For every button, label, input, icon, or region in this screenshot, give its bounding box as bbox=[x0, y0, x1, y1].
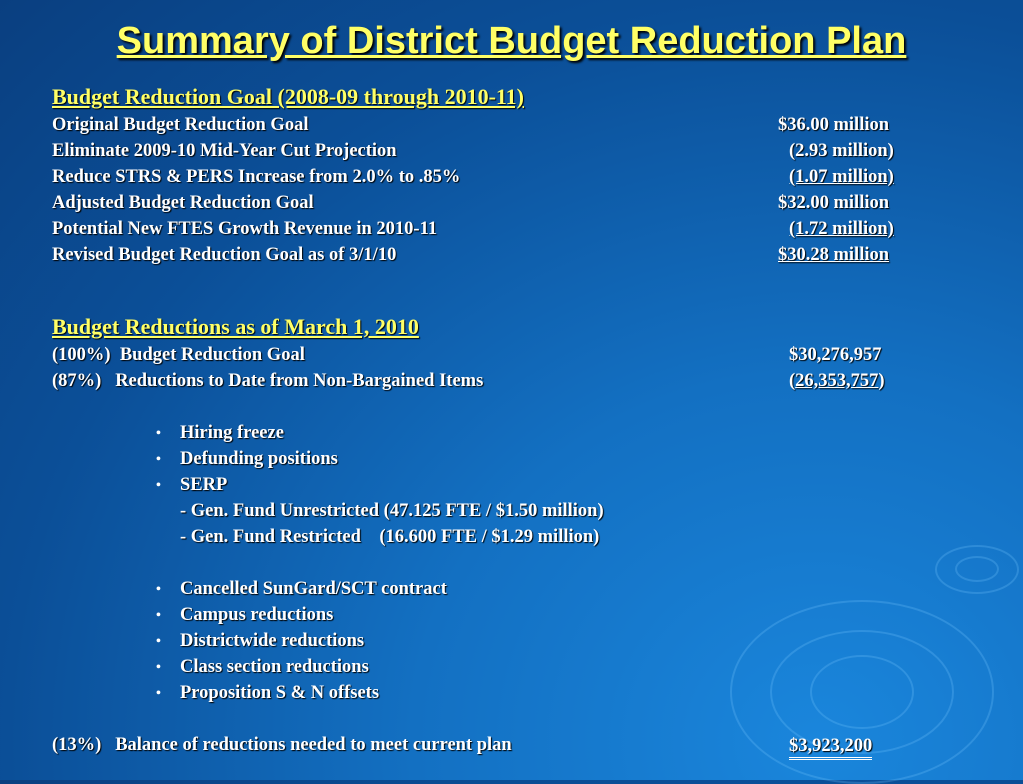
page-title: Summary of District Budget Reduction Plan bbox=[116, 20, 907, 62]
balance-value: $3,923,200 bbox=[789, 735, 872, 760]
goal-row-value: $30.28 million bbox=[778, 245, 890, 265]
reductions-heading: Budget Reductions as of March 1, 2010 bbox=[52, 314, 419, 339]
bullet-icon: • bbox=[156, 426, 161, 441]
goal-row-label: Original Budget Reduction Goal bbox=[52, 115, 309, 135]
reduction-goal-label: (100%) Budget Reduction Goal bbox=[52, 345, 305, 365]
reduction-goal-value: $30,276,957 bbox=[789, 345, 882, 365]
goal-row-value: (2.93 million) bbox=[789, 141, 894, 161]
bullet-icon: • bbox=[156, 660, 161, 675]
list-item: Cancelled SunGard/SCT contract bbox=[180, 579, 447, 599]
list-item: Proposition S & N offsets bbox=[180, 683, 380, 703]
list-item: SERP bbox=[180, 475, 228, 495]
goal-row-value: (1.72 million) bbox=[789, 219, 894, 239]
list-item: Defunding positions bbox=[180, 449, 338, 469]
goal-row-value: $36.00 million bbox=[778, 115, 890, 135]
goal-row-label: Potential New FTES Growth Revenue in 2010-11 bbox=[52, 219, 438, 239]
goal-row-value: (1.07 million) bbox=[789, 167, 894, 187]
serp-sub-item: - Gen. Fund Unrestricted (47.125 FTE / $1.50 million) bbox=[180, 501, 604, 521]
list-item: Class section reductions bbox=[180, 657, 369, 677]
serp-sub-item: - Gen. Fund Restricted (16.600 FTE / $1.29 million) bbox=[180, 527, 600, 547]
bullet-icon: • bbox=[156, 686, 161, 701]
list-item: Districtwide reductions bbox=[180, 631, 365, 651]
bullet-icon: • bbox=[156, 582, 161, 597]
ripple-decoration bbox=[810, 655, 914, 729]
list-item: Campus reductions bbox=[180, 605, 334, 625]
ripple-decoration bbox=[955, 556, 999, 582]
bullet-icon: • bbox=[156, 478, 161, 493]
reductions-to-date-value: (26,353,757) bbox=[789, 371, 885, 391]
goal-row-label: Eliminate 2009-10 Mid-Year Cut Projection bbox=[52, 141, 397, 161]
goal-row-label: Revised Budget Reduction Goal as of 3/1/10 bbox=[52, 245, 397, 265]
goal-row-value: $32.00 million bbox=[778, 193, 890, 213]
reductions-to-date-label: (87%) Reductions to Date from Non-Bargained Items bbox=[52, 371, 484, 391]
bullet-icon: • bbox=[156, 452, 161, 467]
bullet-icon: • bbox=[156, 608, 161, 623]
goal-row-label: Adjusted Budget Reduction Goal bbox=[52, 193, 314, 213]
balance-label: (13%) Balance of reductions needed to meet current plan bbox=[52, 735, 512, 755]
goal-row-label: Reduce STRS & PERS Increase from 2.0% to .85% bbox=[52, 167, 461, 187]
goal-heading: Budget Reduction Goal (2008-09 through 2010-11) bbox=[52, 84, 525, 109]
list-item: Hiring freeze bbox=[180, 423, 284, 443]
bullet-icon: • bbox=[156, 634, 161, 649]
